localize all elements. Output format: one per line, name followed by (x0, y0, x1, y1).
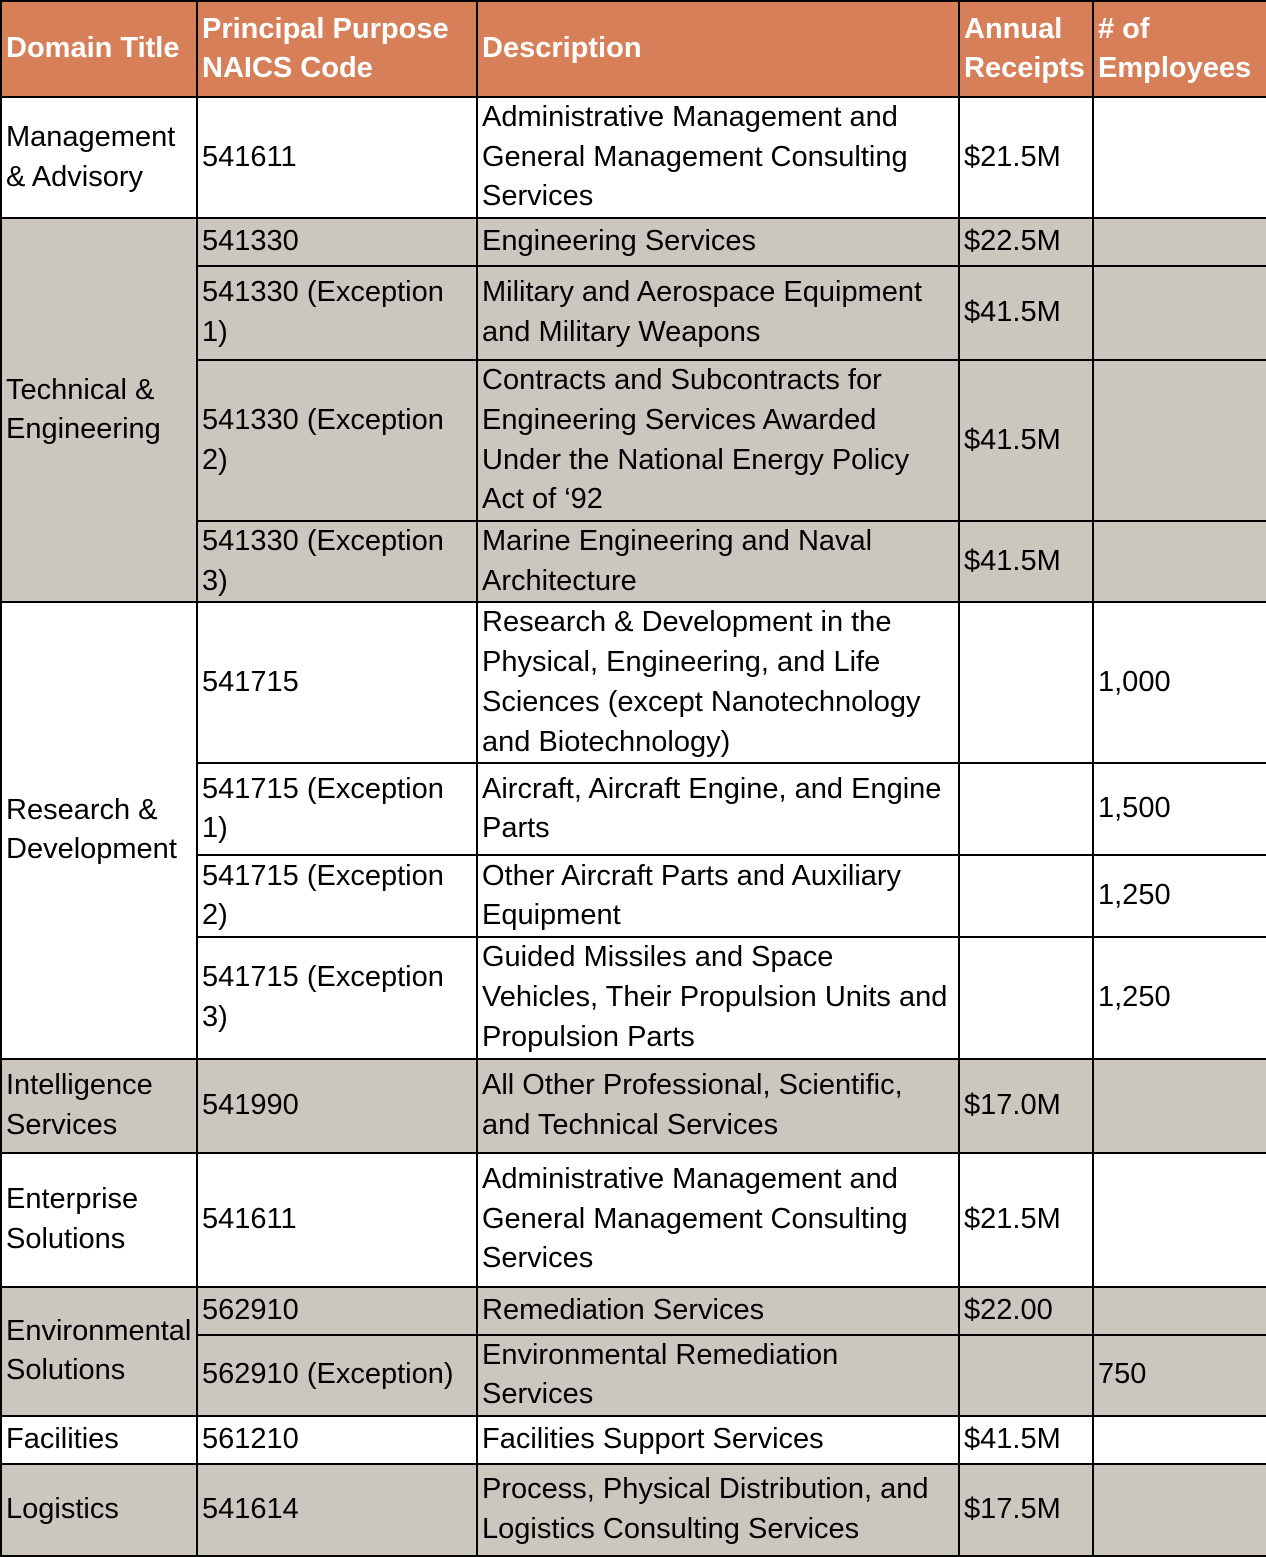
annual-receipts-cell: $21.5M (959, 97, 1093, 218)
domain-title-cell: Research & Development (1, 602, 197, 1058)
employees-cell (1093, 1153, 1266, 1287)
employees-cell (1093, 97, 1266, 218)
domain-title-cell: Enterprise Solutions (1, 1153, 197, 1287)
domain-title-cell: Intelligence Services (1, 1059, 197, 1153)
naics-code-cell: 562910 (197, 1287, 477, 1335)
domain-title-cell: Logistics (1, 1464, 197, 1556)
annual-receipts-cell (959, 763, 1093, 855)
annual-receipts-cell: $17.5M (959, 1464, 1093, 1556)
table-row (1, 1287, 1266, 1335)
table-row (1, 218, 1266, 266)
employees-cell (1093, 1416, 1266, 1464)
employees-cell (1093, 1464, 1266, 1556)
description-cell: Research & Development in the Physical, Engineering, and Life Sciences (except Nanotechnology and Biotechnology) (477, 602, 959, 763)
employees-cell (1093, 360, 1266, 521)
annual-receipts-cell: $22.5M (959, 218, 1093, 266)
header-domain-title: Domain Title (1, 1, 197, 97)
annual-receipts-cell (959, 1335, 1093, 1416)
employees-cell: 750 (1093, 1335, 1266, 1416)
annual-receipts-cell (959, 855, 1093, 937)
naics-code-cell: 541715 (Exception 2) (197, 855, 477, 937)
employees-cell: 1,250 (1093, 855, 1266, 937)
domain-title-cell: Technical & Engineering (1, 218, 197, 602)
naics-code-cell: 541330 (Exception 2) (197, 360, 477, 521)
description-cell: Administrative Management and General Management Consulting Services (477, 97, 959, 218)
employees-cell (1093, 266, 1266, 360)
annual-receipts-cell: $22.00 (959, 1287, 1093, 1335)
employees-cell (1093, 521, 1266, 602)
annual-receipts-cell (959, 937, 1093, 1058)
domain-title-cell: Facilities (1, 1416, 197, 1464)
annual-receipts-cell: $41.5M (959, 521, 1093, 602)
description-cell: All Other Professional, Scientific, and Technical Services (477, 1059, 959, 1153)
table-row (1, 602, 1266, 763)
naics-code-cell: 541614 (197, 1464, 477, 1556)
header-employees: # of Employees (1093, 1, 1266, 97)
header-annual-receipts: Annual Receipts (959, 1, 1093, 97)
naics-code-cell: 541611 (197, 1153, 477, 1287)
table-row (1, 97, 1266, 218)
description-cell: Guided Missiles and Space Vehicles, Their Propulsion Units and Propulsion Parts (477, 937, 959, 1058)
annual-receipts-cell: $41.5M (959, 360, 1093, 521)
naics-code-cell: 541715 (Exception 3) (197, 937, 477, 1058)
description-cell: Aircraft, Aircraft Engine, and Engine Parts (477, 763, 959, 855)
description-cell: Administrative Management and General Management Consulting Services (477, 1153, 959, 1287)
domain-title-cell: Environmental Solutions (1, 1287, 197, 1416)
description-cell: Marine Engineering and Naval Architecture (477, 521, 959, 602)
naics-code-cell: 541330 (197, 218, 477, 266)
description-cell: Engineering Services (477, 218, 959, 266)
description-cell: Facilities Support Services (477, 1416, 959, 1464)
annual-receipts-cell: $21.5M (959, 1153, 1093, 1287)
table-row (1, 1153, 1266, 1287)
table-row (1, 1416, 1266, 1464)
naics-code-cell: 541330 (Exception 3) (197, 521, 477, 602)
description-cell: Remediation Services (477, 1287, 959, 1335)
description-cell: Military and Aerospace Equipment and Military Weapons (477, 266, 959, 360)
description-cell: Environmental Remediation Services (477, 1335, 959, 1416)
naics-code-cell: 541990 (197, 1059, 477, 1153)
domain-title-cell: Management & Advisory (1, 97, 197, 218)
annual-receipts-cell: $41.5M (959, 1416, 1093, 1464)
header-row (1, 1, 1266, 97)
description-cell: Contracts and Subcontracts for Engineering Services Awarded Under the National Energy Policy Act of ‘92 (477, 360, 959, 521)
naics-code-cell: 562910 (Exception) (197, 1335, 477, 1416)
employees-cell: 1,250 (1093, 937, 1266, 1058)
employees-cell: 1,500 (1093, 763, 1266, 855)
employees-cell: 1,000 (1093, 602, 1266, 763)
naics-code-cell: 541611 (197, 97, 477, 218)
naics-code-cell: 541330 (Exception 1) (197, 266, 477, 360)
employees-cell (1093, 1287, 1266, 1335)
description-cell: Other Aircraft Parts and Auxiliary Equipment (477, 855, 959, 937)
employees-cell (1093, 1059, 1266, 1153)
description-cell: Process, Physical Distribution, and Logistics Consulting Services (477, 1464, 959, 1556)
header-naics-code: Principal Purpose NAICS Code (197, 1, 477, 97)
employees-cell (1093, 218, 1266, 266)
table-row (1, 1059, 1266, 1153)
annual-receipts-cell: $41.5M (959, 266, 1093, 360)
table-row (1, 1464, 1266, 1556)
naics-code-cell: 561210 (197, 1416, 477, 1464)
annual-receipts-cell: $17.0M (959, 1059, 1093, 1153)
header-description: Description (477, 1, 959, 97)
naics-code-cell: 541715 (Exception 1) (197, 763, 477, 855)
annual-receipts-cell (959, 602, 1093, 763)
naics-code-cell: 541715 (197, 602, 477, 763)
